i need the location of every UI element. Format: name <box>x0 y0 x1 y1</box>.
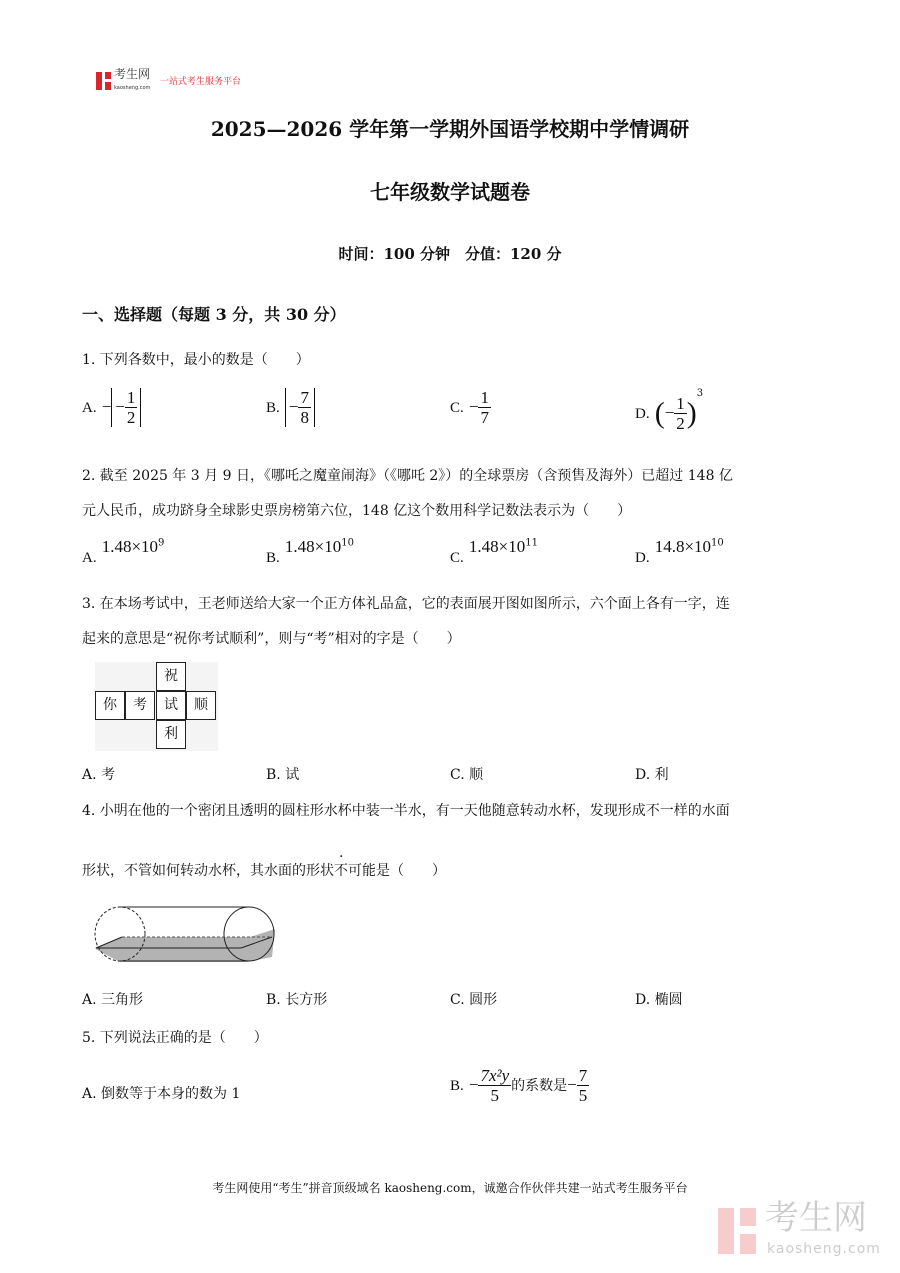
q3-line2: 起来的意思是“祝你考试顺利”，则与“考”相对的字是（ ） <box>82 631 461 647</box>
net-cell: 试 <box>156 691 186 720</box>
q2-line1: 2. 截至 2025 年 3 月 9 日，《哪吒之魔童闹海》（《哪吒 2》）的全球票房（含预售及海外）已超过 148 亿 <box>82 468 733 484</box>
net-cell: 顺 <box>186 691 216 720</box>
q1-stem: 1. 下列各数中，最小的数是（ ） <box>82 352 310 368</box>
q4-option-b: B. 长方形 <box>266 992 328 1008</box>
q3-option-b: B. 试 <box>266 767 300 783</box>
q4-option-a: A. 三角形 <box>82 992 144 1008</box>
exam-meta: 时间：100 分钟 分值：120 分 <box>338 245 562 263</box>
watermark-text: 考生网 <box>765 1198 867 1238</box>
logo-text: 考生网 <box>114 67 151 81</box>
q4-option-c: C. 圆形 <box>450 992 498 1008</box>
cube-net-diagram <box>95 662 218 751</box>
q4-line2: 形状，不管如何转动水杯，其水面的形状不可能是（ ） <box>82 863 446 879</box>
q1-option-d: D. (− $\frac{1}{2}$ )$^3$ <box>635 388 704 433</box>
cylinder-cup-diagram <box>92 905 278 965</box>
net-cell: 你 <box>95 691 125 720</box>
q1-option-b: B. − $\frac{7}{8}$ <box>266 388 315 427</box>
exam-title: 2025—2026 学年第一学期外国语学校期中学情调研 <box>210 117 690 141</box>
q2-option-b: B. $1.48\times 10^{10}$ <box>266 537 354 566</box>
watermark-logo-icon <box>718 1208 758 1254</box>
q4-line1: 4. 小明在他的一个密闭且透明的圆柱形水杯中装一半水，有一天他随意转动水杯，发现形成不一样的水面 <box>82 803 730 819</box>
q2-option-a: A. $1.48\times 10^9$ <box>82 537 165 566</box>
emphasis-text: 不可能 <box>334 863 376 879</box>
q3-option-a: A. 考 <box>82 767 116 783</box>
watermark-domain: kaosheng.com <box>767 1241 881 1257</box>
q5-stem: 5. 下列说法正确的是（ ） <box>82 1030 268 1046</box>
q1-option-a: A. − − $\frac{1}{2}$ <box>82 388 141 427</box>
q3-line1: 3. 在本场考试中，王老师送给大家一个正方体礼品盒，它的表面展开图如图所示，六个面上各有一字，连 <box>82 596 730 612</box>
q5-option-a: A. 倒数等于本身的数为 1 <box>82 1086 241 1102</box>
q2-option-c: C. $1.48\times 10^{11}$ <box>450 537 538 566</box>
section-heading: 一、选择题（每题 3 分，共 30 分） <box>82 305 346 324</box>
q5-option-b: B. − $\frac{\text{7x²y}}{5}$ 的系数是− $\frac{7}{5}$ <box>450 1066 588 1105</box>
q3-option-c: C. 顺 <box>450 767 484 783</box>
net-cell: 考 <box>125 691 155 720</box>
q3-option-d: D. 利 <box>635 767 669 783</box>
exam-subtitle: 七年级数学试题卷 <box>370 180 530 204</box>
slogan: 一站式考生服务平台 <box>160 77 242 87</box>
q1-option-c: C. − $\frac{1}{7}$ <box>450 388 489 427</box>
logo-domain: kaosheng.com <box>114 85 151 91</box>
footer: 考生网使用“考生”拼音顶级域名 kaosheng.com，诚邀合作伙伴共建一站式考生服务平台 <box>212 1181 688 1195</box>
net-cell: 利 <box>156 720 186 749</box>
q4-option-d: D. 椭圆 <box>635 992 683 1008</box>
net-cell: 祝 <box>156 662 186 691</box>
q2-option-d: D. $14.8\times 10^{10}$ <box>635 537 724 566</box>
q2-line2: 元人民币，成功跻身全球影史票房榜第六位，148 亿这个数用科学记数法表示为（ ） <box>82 503 632 519</box>
logo-icon <box>96 72 112 90</box>
